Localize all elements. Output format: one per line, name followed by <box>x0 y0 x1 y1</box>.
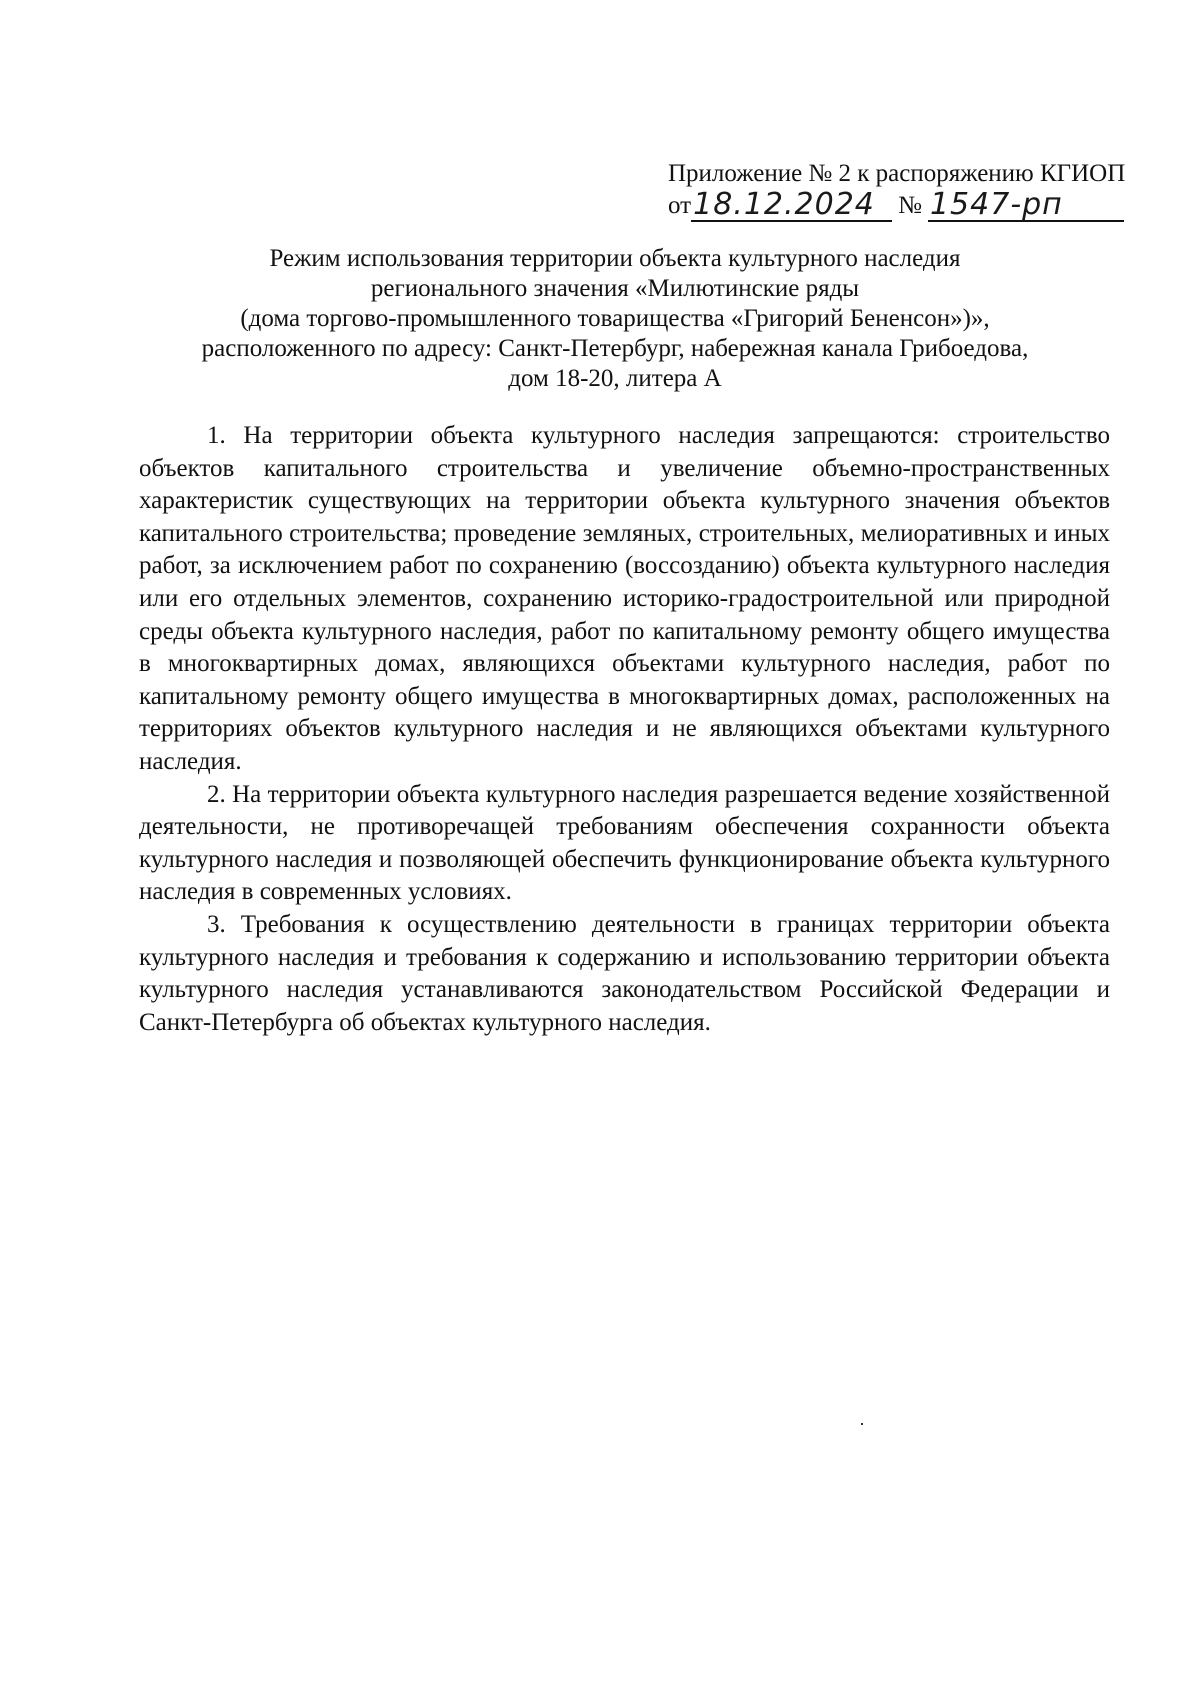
annex-date-number-line <box>668 187 1128 222</box>
title-line: регионального значения «Милютинские ряды <box>370 275 860 302</box>
document-title <box>120 244 1110 394</box>
title-line: (дома торгово-промышленного товарищества «Григорий Бененсон»)», <box>240 305 990 332</box>
scan-speck <box>861 1423 863 1425</box>
annex-title: Приложение № 2 к распоряжению КГИОП <box>668 160 1126 187</box>
title-line: дом 18-20, литера А <box>508 365 722 392</box>
annex-header <box>668 158 1128 222</box>
handwritten-date: 18.12.2024 <box>691 190 892 222</box>
from-label: от <box>668 192 692 219</box>
paragraph-2: 2. На территории объекта культурного наследия разрешается ведение хозяйственной деятельности, не противоречащей требованиям обеспечения сохранности объекта культурного наследия и позволяющей обеспечить функционирование объекта культурного наследия в современных условиях. <box>139 780 1110 906</box>
handwritten-order-number: 1547-рп <box>928 190 1124 222</box>
paragraph-1: 1. На территории объекта культурного наследия запрещаются: строительство объектов капитального строительства и увеличение объемно-пространственных характеристик существующих на территории объекта культурного значения объектов капитального строительства; проведение земляных, строительных, мелиоративных и иных работ, за исключением работ по сохранению (воссозданию) объекта культурного наследия или его отдельных элементов, сохранению историко-градостроительной или природной среды объекта культурного наследия, работ по капитальному ремонту общего имущества в многоквартирных домах, являющихся объектами культурного наследия, работ по капитальному ремонту общего имущества в многоквартирных домах, расположенных на территориях объектов культурного наследия и не являющихся объектами культурного наследия. <box>139 422 1110 775</box>
paragraph-3: 3. Требования к осуществлению деятельности в границах территории объекта культурного наследия и требования к содержанию и использованию территории объекта культурного наследия устанавливаются законодательством Российской Федерации и Санкт-Петербурга об объектах культурного наследия. <box>139 910 1110 1036</box>
title-line: расположенного по адресу: Санкт-Петербург, набережная канала Грибоедова, <box>201 335 1029 362</box>
title-line: Режим использования территории объекта культурного наследия <box>269 245 961 272</box>
number-label: № <box>898 192 922 219</box>
document-body <box>139 420 1110 1039</box>
